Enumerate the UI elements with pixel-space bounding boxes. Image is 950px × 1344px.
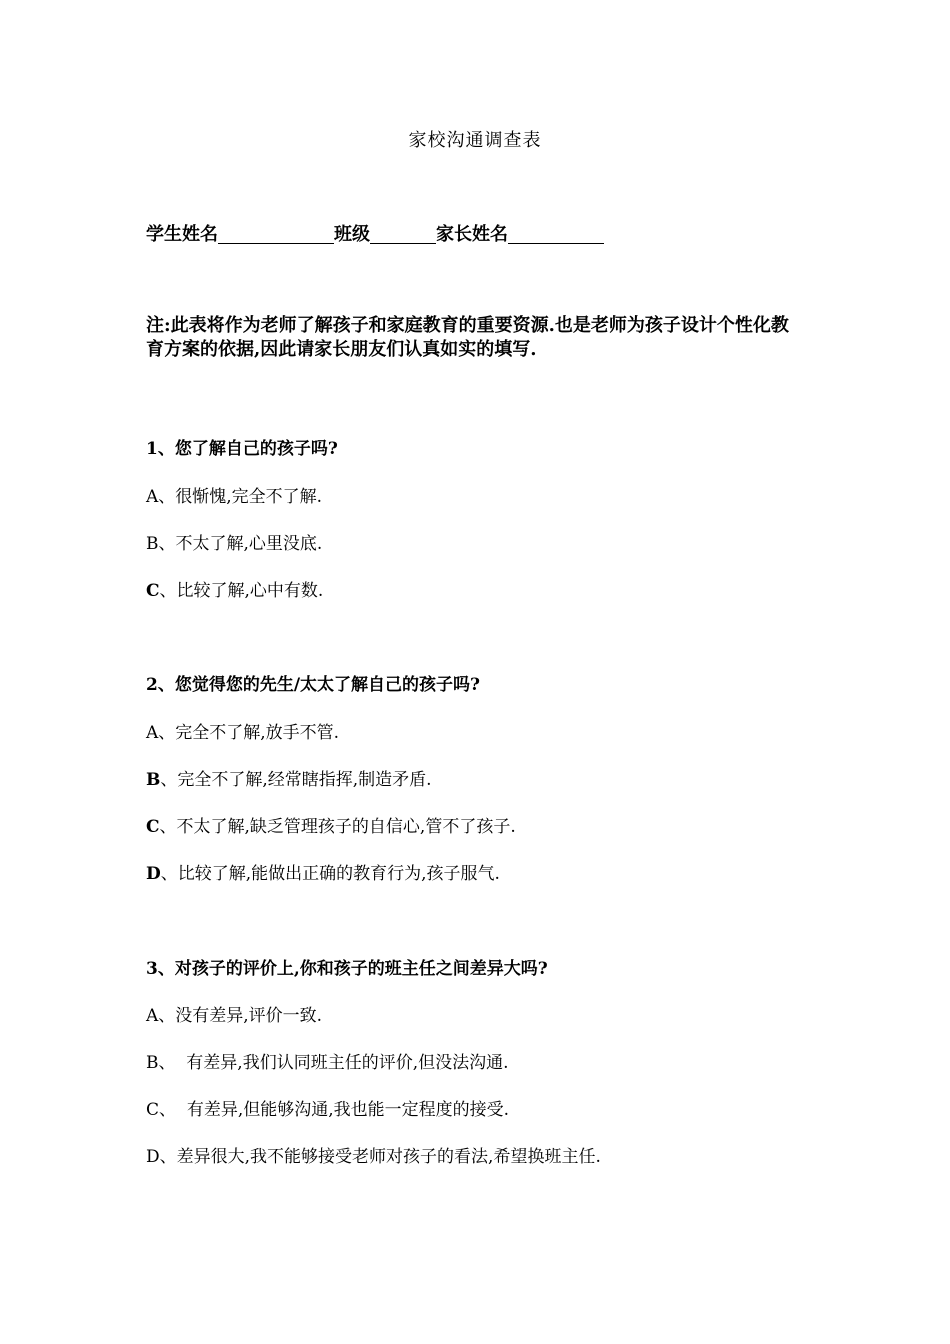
option-text: 、没有差异,评价一致. [158, 1006, 323, 1026]
survey-note: 注:此表将作为老师了解孩子和家庭教育的重要资源.也是老师为孩子设计个性化教育方案的依据,因此请家长朋友们认真如实的填写. [146, 315, 789, 360]
option-text: 、比较了解,能做出正确的教育行为,孩子服气. [160, 864, 500, 884]
option-letter: B [146, 534, 159, 554]
question-2-option-a [146, 718, 339, 743]
option-letter: D [146, 1147, 160, 1167]
question-1-option-a [146, 482, 322, 507]
parent-name-blank[interactable] [508, 223, 604, 244]
question-3-option-a [146, 1001, 322, 1026]
student-name-blank[interactable] [218, 223, 334, 244]
student-name-label: 学生姓名 [146, 224, 218, 245]
option-text: 、不太了解,缺乏管理孩子的自信心,管不了孩子. [159, 817, 516, 837]
question-2-option-c [146, 812, 516, 837]
option-letter: B [146, 1053, 159, 1073]
class-blank[interactable] [370, 223, 436, 244]
option-letter: C [146, 1100, 160, 1120]
question-3-option-b [146, 1048, 509, 1073]
option-text: 、比较了解,心中有数. [159, 581, 324, 601]
document-title: 家校沟通调查表 [408, 130, 542, 151]
option-text: 、完全不了解,经常瞎指挥,制造矛盾. [160, 770, 432, 790]
option-letter: A [146, 1006, 159, 1026]
question-1: 1、您了解自己的孩子吗? [146, 439, 338, 459]
option-text: 、完全不了解,放手不管. [158, 723, 340, 743]
question-2-option-d [146, 859, 500, 884]
option-text: 、不太了解,心里没底. [158, 534, 323, 554]
option-letter: C [146, 581, 160, 601]
question-3-option-c [146, 1095, 509, 1120]
option-letter: D [146, 864, 161, 884]
option-letter: B [146, 770, 161, 790]
option-text: 、差异很大,我不能够接受老师对孩子的看法,希望换班主任. [159, 1147, 601, 1167]
option-text: 、 有差异,我们认同班主任的评价,但没法沟通. [158, 1053, 509, 1073]
option-letter: C [146, 817, 160, 837]
option-text: 、 有差异,但能够沟通,我也能一定程度的接受. [159, 1100, 510, 1120]
question-1-option-b [146, 529, 322, 554]
class-label: 班级 [334, 224, 370, 245]
option-letter: A [146, 487, 159, 507]
question-3-option-d [146, 1142, 601, 1167]
info-fields [146, 220, 604, 246]
parent-name-label: 家长姓名 [436, 224, 508, 245]
question-2-option-b [146, 765, 432, 790]
option-letter: A [146, 723, 159, 743]
question-1-option-c [146, 576, 323, 601]
option-text: 、很惭愧,完全不了解. [158, 487, 323, 507]
question-3: 3、对孩子的评价上,你和孩子的班主任之间差异大吗? [146, 959, 548, 979]
question-2: 2、您觉得您的先生/太太了解自己的孩子吗? [146, 675, 480, 695]
